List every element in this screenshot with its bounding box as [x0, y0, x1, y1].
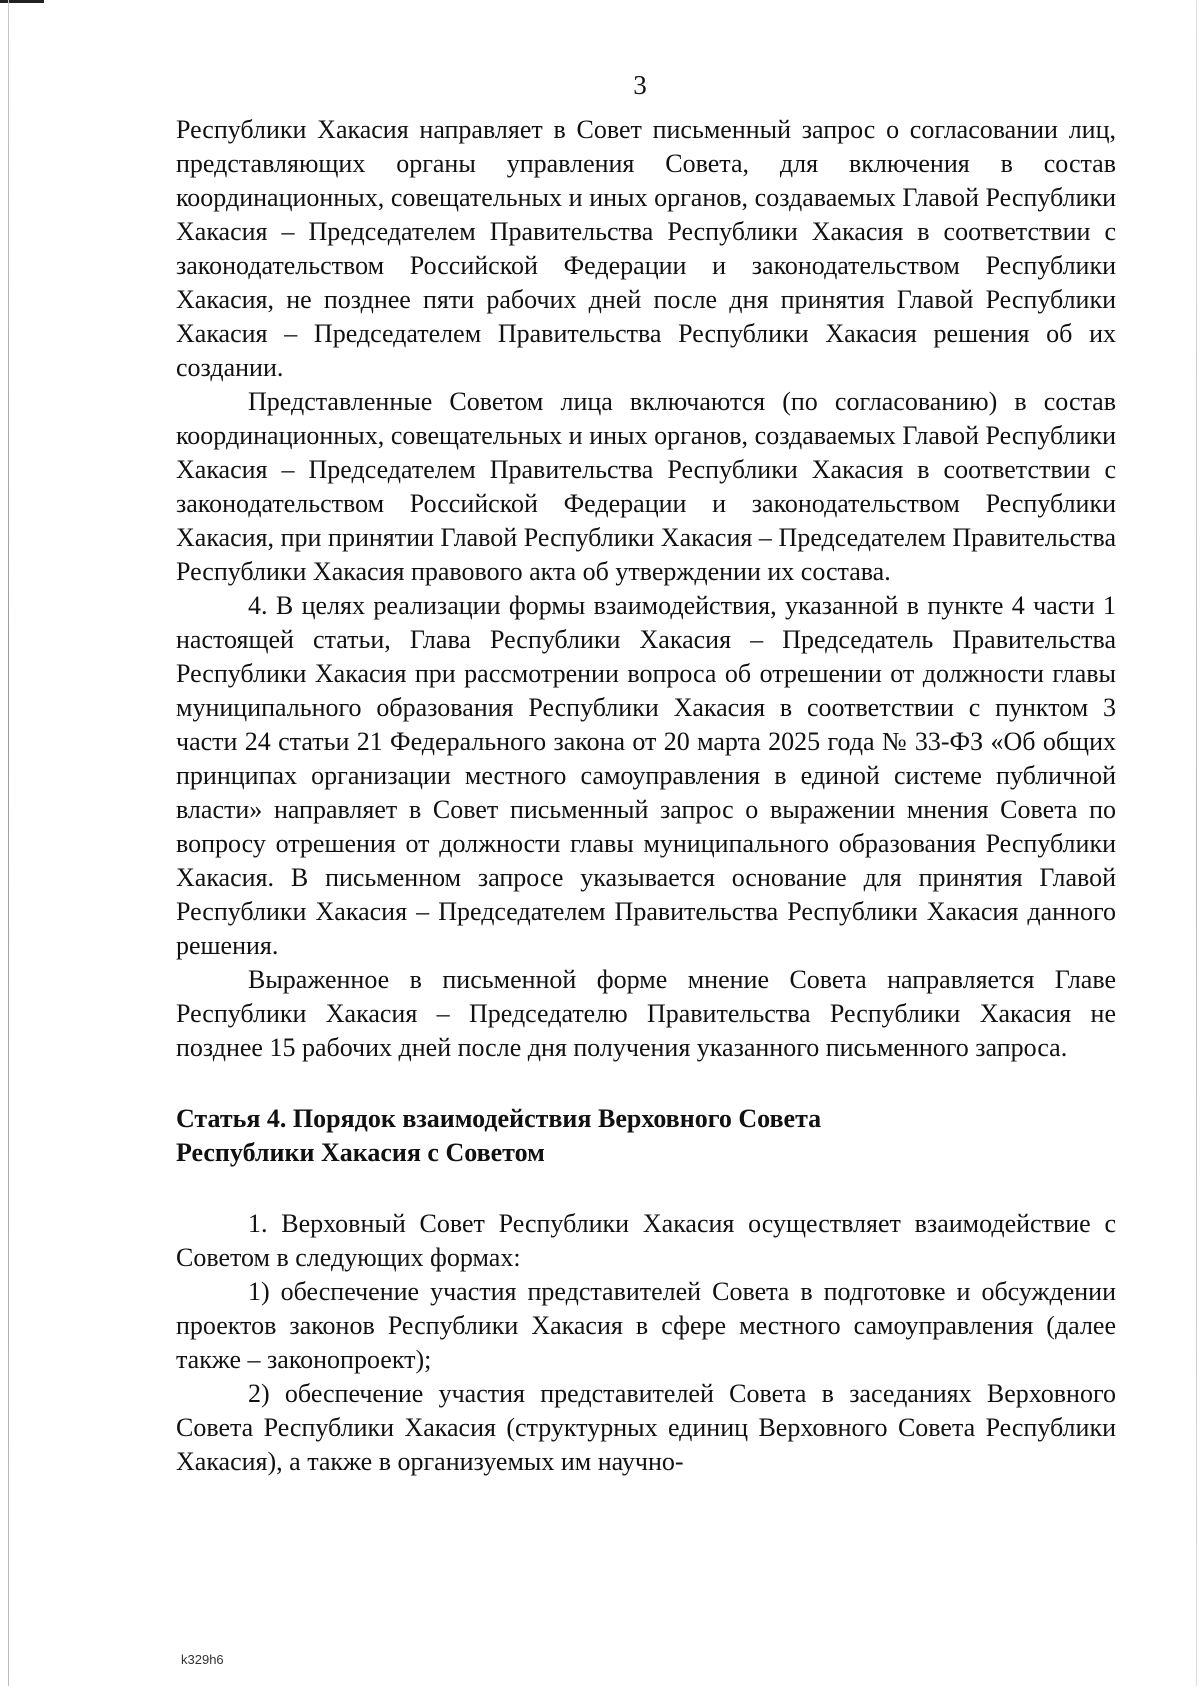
paragraph-representatives: Представленные Советом лица включаются (по согласованию) в состав координационных, совещательных и иных органов, создаваемых Главой Республики Хакасия – Председателем Правительства Республики Хакасия в соответствии с законодательством Российской Федерации и законодательством Республики Хакасия, при принятии Главой Республики Хакасия – Председателем Правительства Республики Хакасия правового акта об утверждении их состава.	[176, 387, 1116, 586]
paragraph-item-4: 4. В целях реализации формы взаимодействия, указанной в пункте 4 части 1 настоящей статьи, Глава Республики Хакасия – Председатель Правительства Республики Хакасия при рассмотрении вопроса об отрешении от должности главы муниципального образования Республики Хакасия в соответствии с пунктом 3 части 24 статьи 21 Федерального закона от 20 марта 2025 года № 33-ФЗ «Об общих принципах организации местного самоуправления в единой системе публичной власти» направляет в Совет письменный запрос о выражении мнения Совета по вопросу отрешения от должности главы муниципального образования Республики Хакасия. В письменном запросе указывается основание для принятия Главой Республики Хакасия – Председателем Правительства Республики Хакасия данного решения.	[176, 591, 1116, 960]
document-body	[176, 113, 1116, 1479]
paragraph-continuation: Республики Хакасия направляет в Совет письменный запрос о согласовании лиц, представляющих органы управления Совета, для включения в состав координационных, совещательных и иных органов, создаваемых Главой Республики Хакасия – Председателем Правительства Республики Хакасия в соответствии с законодательством Российской Федерации и законодательством Республики Хакасия, не позднее пяти рабочих дней после дня принятия Главой Республики Хакасия – Председателем Правительства Республики Хакасия решения об их создании.	[176, 115, 1116, 382]
scan-corner-mark	[0, 0, 44, 3]
article-subitem-1: 1) обеспечение участия представителей Совета в подготовке и обсуждении проектов законов Республики Хакасия в сфере местного самоуправления (далее также – законопроект);	[176, 1277, 1116, 1374]
article-subitem-2: 2) обеспечение участия представителей Совета в заседаниях Верховного Совета Республики Хакасия (структурных единиц Верховного Совета Республики Хакасия), а также в организуемых им научно-	[176, 1379, 1116, 1476]
article-heading-line-1: Статья 4. Порядок взаимодействия Верховного Совета	[176, 1104, 822, 1133]
article-paragraph-1: 1. Верховный Совет Республики Хакасия осуществляет взаимодействие с Советом в следующих формах:	[176, 1209, 1116, 1272]
scan-edge-right	[1196, 0, 1197, 1686]
page-number: 3	[633, 70, 647, 100]
article-heading-line-2: Республики Хакасия с Советом	[176, 1138, 545, 1167]
footer-document-code: k329h6	[181, 1652, 224, 1667]
scan-edge-left	[8, 0, 9, 1686]
article-heading	[176, 1102, 1116, 1170]
paragraph-council-opinion: Выраженное в письменной форме мнение Совета направляется Главе Республики Хакасия – Председателю Правительства Республики Хакасия не позднее 15 рабочих дней после дня получения указанного письменного запроса.	[176, 965, 1116, 1062]
